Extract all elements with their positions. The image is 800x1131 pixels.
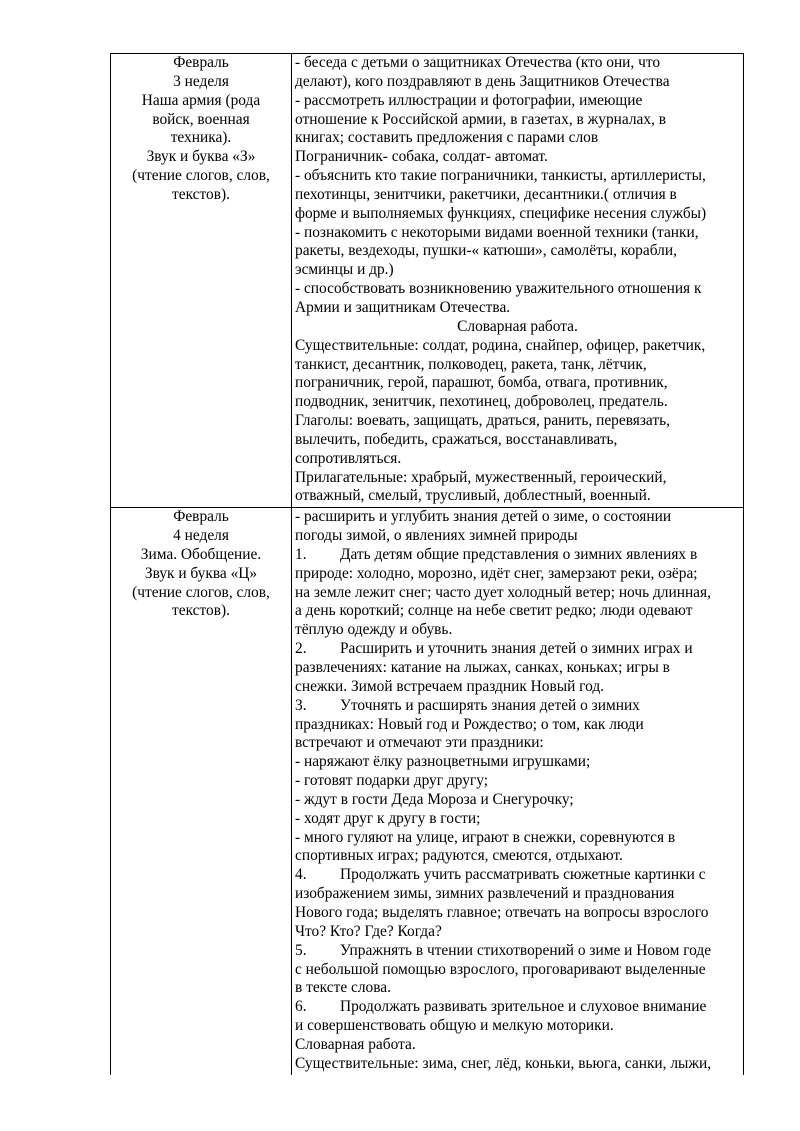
text-line: - расширить и углубить знания детей о зиме, о состоянии (295, 508, 672, 526)
document-page (110, 53, 744, 1075)
text-line: - объяснить кто такие пограничники, танкисты, артиллеристы, (295, 167, 706, 185)
item-text: Дать детям общие представления о зимних явлениях в (340, 545, 698, 563)
content-cell (292, 508, 744, 1075)
topic-line: (чтение слогов, слов, (132, 583, 270, 601)
topic-cell (111, 54, 292, 508)
month-label: Февраль (173, 54, 229, 71)
numbered-item-first-line (295, 866, 740, 885)
text-line: праздниках: Новый год и Рождество; о том, как люди (295, 715, 644, 733)
lesson-plan-table (110, 53, 744, 1075)
topic-cell (111, 508, 292, 1075)
text-line: делают), кого поздравляют в день Защитников Отечества (295, 72, 670, 90)
sound-letter-label: Звук и буква «З» (146, 148, 256, 166)
month-label: Февраль (173, 508, 229, 526)
vocabulary-line: сопротивляться. (295, 449, 402, 467)
vocabulary-heading: Словарная работа. (295, 1035, 416, 1053)
text-line: Пограничник- собака, солдат- автомат. (295, 148, 548, 166)
text-line: и совершенствовать общую и мелкую моторики. (295, 1017, 614, 1035)
item-text: Уточнять и расширять знания детей о зимних (340, 696, 640, 714)
table-row (111, 508, 744, 1075)
topic-line: войск, военная (152, 110, 250, 128)
vocabulary-line: танкист, десантник, полководец, ракета, танк, лётчик, (295, 355, 647, 373)
item-number: 5. (295, 941, 307, 959)
text-line: пехотинцы, зенитчики, ракетчики, десантники.( отличия в (295, 185, 677, 203)
vocabulary-line: Глаголы: воевать, защищать, драться, ранить, перевязать, (295, 412, 670, 430)
text-line: снежки. Зимой встречаем праздник Новый год. (295, 677, 605, 695)
numbered-item-first-line (295, 942, 740, 961)
text-line: Нового года; выделять главное; отвечать на вопросы взрослого (295, 903, 709, 921)
item-text: Расширить и уточнить знания детей о зимних играх и (340, 640, 693, 658)
topic-line: текстов). (172, 602, 230, 620)
vocabulary-line: вылечить, победить, сражаться, восстанавливать, (295, 430, 618, 448)
content-cell (292, 54, 744, 508)
text-line: на земле лежит снег; часто дует холодный ветер; ночь длинная, (295, 583, 711, 601)
vocabulary-line: подводник, зенитчик, пехотинец, доброволец, предатель. (295, 393, 668, 411)
text-line: - беседа с детьми о защитниках Отечества (кто они, что (295, 54, 661, 71)
text-line: изображением зимы, зимних развлечений и празднования (295, 885, 675, 903)
vocabulary-heading: Словарная работа. (457, 317, 578, 335)
text-line: а день короткий; солнце на небе светит редко; люди одевают (295, 602, 693, 620)
sound-letter-label: Звук и буква «Ц» (144, 564, 258, 582)
text-line: - наряжают ёлку разноцветными игрушками; (295, 753, 591, 771)
text-line: эсминцы и др.) (295, 261, 394, 279)
text-line: спортивных играх; радуются, смеются, отдыхают. (295, 847, 623, 865)
text-line: развлечениях: катание на лыжах, санках, коньках; игры в (295, 659, 670, 676)
item-number: 1. (295, 545, 307, 563)
vocabulary-line: пограничник, герой, парашют, бомба, отвага, противник, (295, 374, 668, 392)
text-line: погоды зимой, о явлениях зимней природы (295, 527, 578, 545)
item-number: 4. (295, 866, 307, 884)
vocabulary-line: Существительные: зима, снег, лёд, коньки, вьюга, санки, лыжи, (295, 1054, 712, 1072)
text-line: - способствовать возникновению уважительного отношения к (295, 280, 702, 298)
week-label: 4 неделя (173, 527, 229, 545)
text-line: встречают и отмечают эти праздники: (295, 734, 544, 752)
text-line: в тексте слова. (295, 979, 391, 997)
topic-line: техника). (170, 129, 232, 147)
text-line: - познакомить с некоторыми видами военной техники (танки, (295, 223, 699, 241)
table-row (111, 54, 744, 508)
item-number: 6. (295, 998, 307, 1016)
topic-line: (чтение слогов, слов, (132, 167, 270, 185)
text-line: тёплую одежду и обувь. (295, 621, 453, 639)
text-line: с небольшой помощью взрослого, проговаривают выделенные (295, 960, 706, 978)
numbered-item-first-line (295, 697, 740, 716)
vocabulary-line: Прилагательные: храбрый, мужественный, героический, (295, 468, 667, 486)
text-line: - рассмотреть иллюстрации и фотографии, имеющие (295, 91, 643, 109)
text-line: книгах; составить предложения с парами слов (295, 129, 599, 147)
text-line: Армии и защитникам Отечества. (295, 298, 511, 316)
text-line: - готовят подарки друг другу; (295, 772, 489, 790)
item-text: Продолжать развивать зрительное и слуховое внимание (340, 998, 707, 1016)
numbered-item-first-line (295, 546, 740, 565)
item-number: 2. (295, 640, 307, 658)
item-text: Продолжать учить рассматривать сюжетные картинки с (340, 866, 706, 884)
item-number: 3. (295, 696, 307, 714)
week-label: 3 неделя (173, 72, 229, 90)
topic-line: Зима. Обобщение. (140, 545, 262, 563)
text-line: ракеты, вездеходы, пушки-« катюши», самолёты, корабли, (295, 242, 677, 260)
vocabulary-line: отважный, смелый, трусливый, доблестный, военный. (295, 487, 651, 505)
text-line: - много гуляют на улице, играют в снежки, соревнуются в (295, 828, 676, 846)
topic-line: текстов). (172, 185, 230, 203)
text-line: Что? Кто? Где? Когда? (295, 922, 442, 940)
item-text: Упражнять в чтении стихотворений о зиме и Новом годе (340, 941, 712, 959)
text-line: - ждут в гости Деда Мороза и Снегурочку; (295, 790, 574, 808)
numbered-item-first-line (295, 998, 740, 1017)
text-line: - ходят друг к другу в гости; (295, 809, 481, 827)
numbered-item-first-line (295, 640, 740, 659)
topic-line: Наша армия (рода (141, 91, 261, 109)
text-line: форме и выполняемых функциях, специфике несения службы) (295, 204, 707, 222)
vocabulary-line: Существительные: солдат, родина, снайпер, офицер, ракетчик, (295, 336, 706, 354)
text-line: отношение к Российской армии, в газетах, в журналах, в (295, 110, 667, 128)
text-line: природе: холодно, морозно, идёт снег, замерзают реки, озёра; (295, 564, 698, 582)
